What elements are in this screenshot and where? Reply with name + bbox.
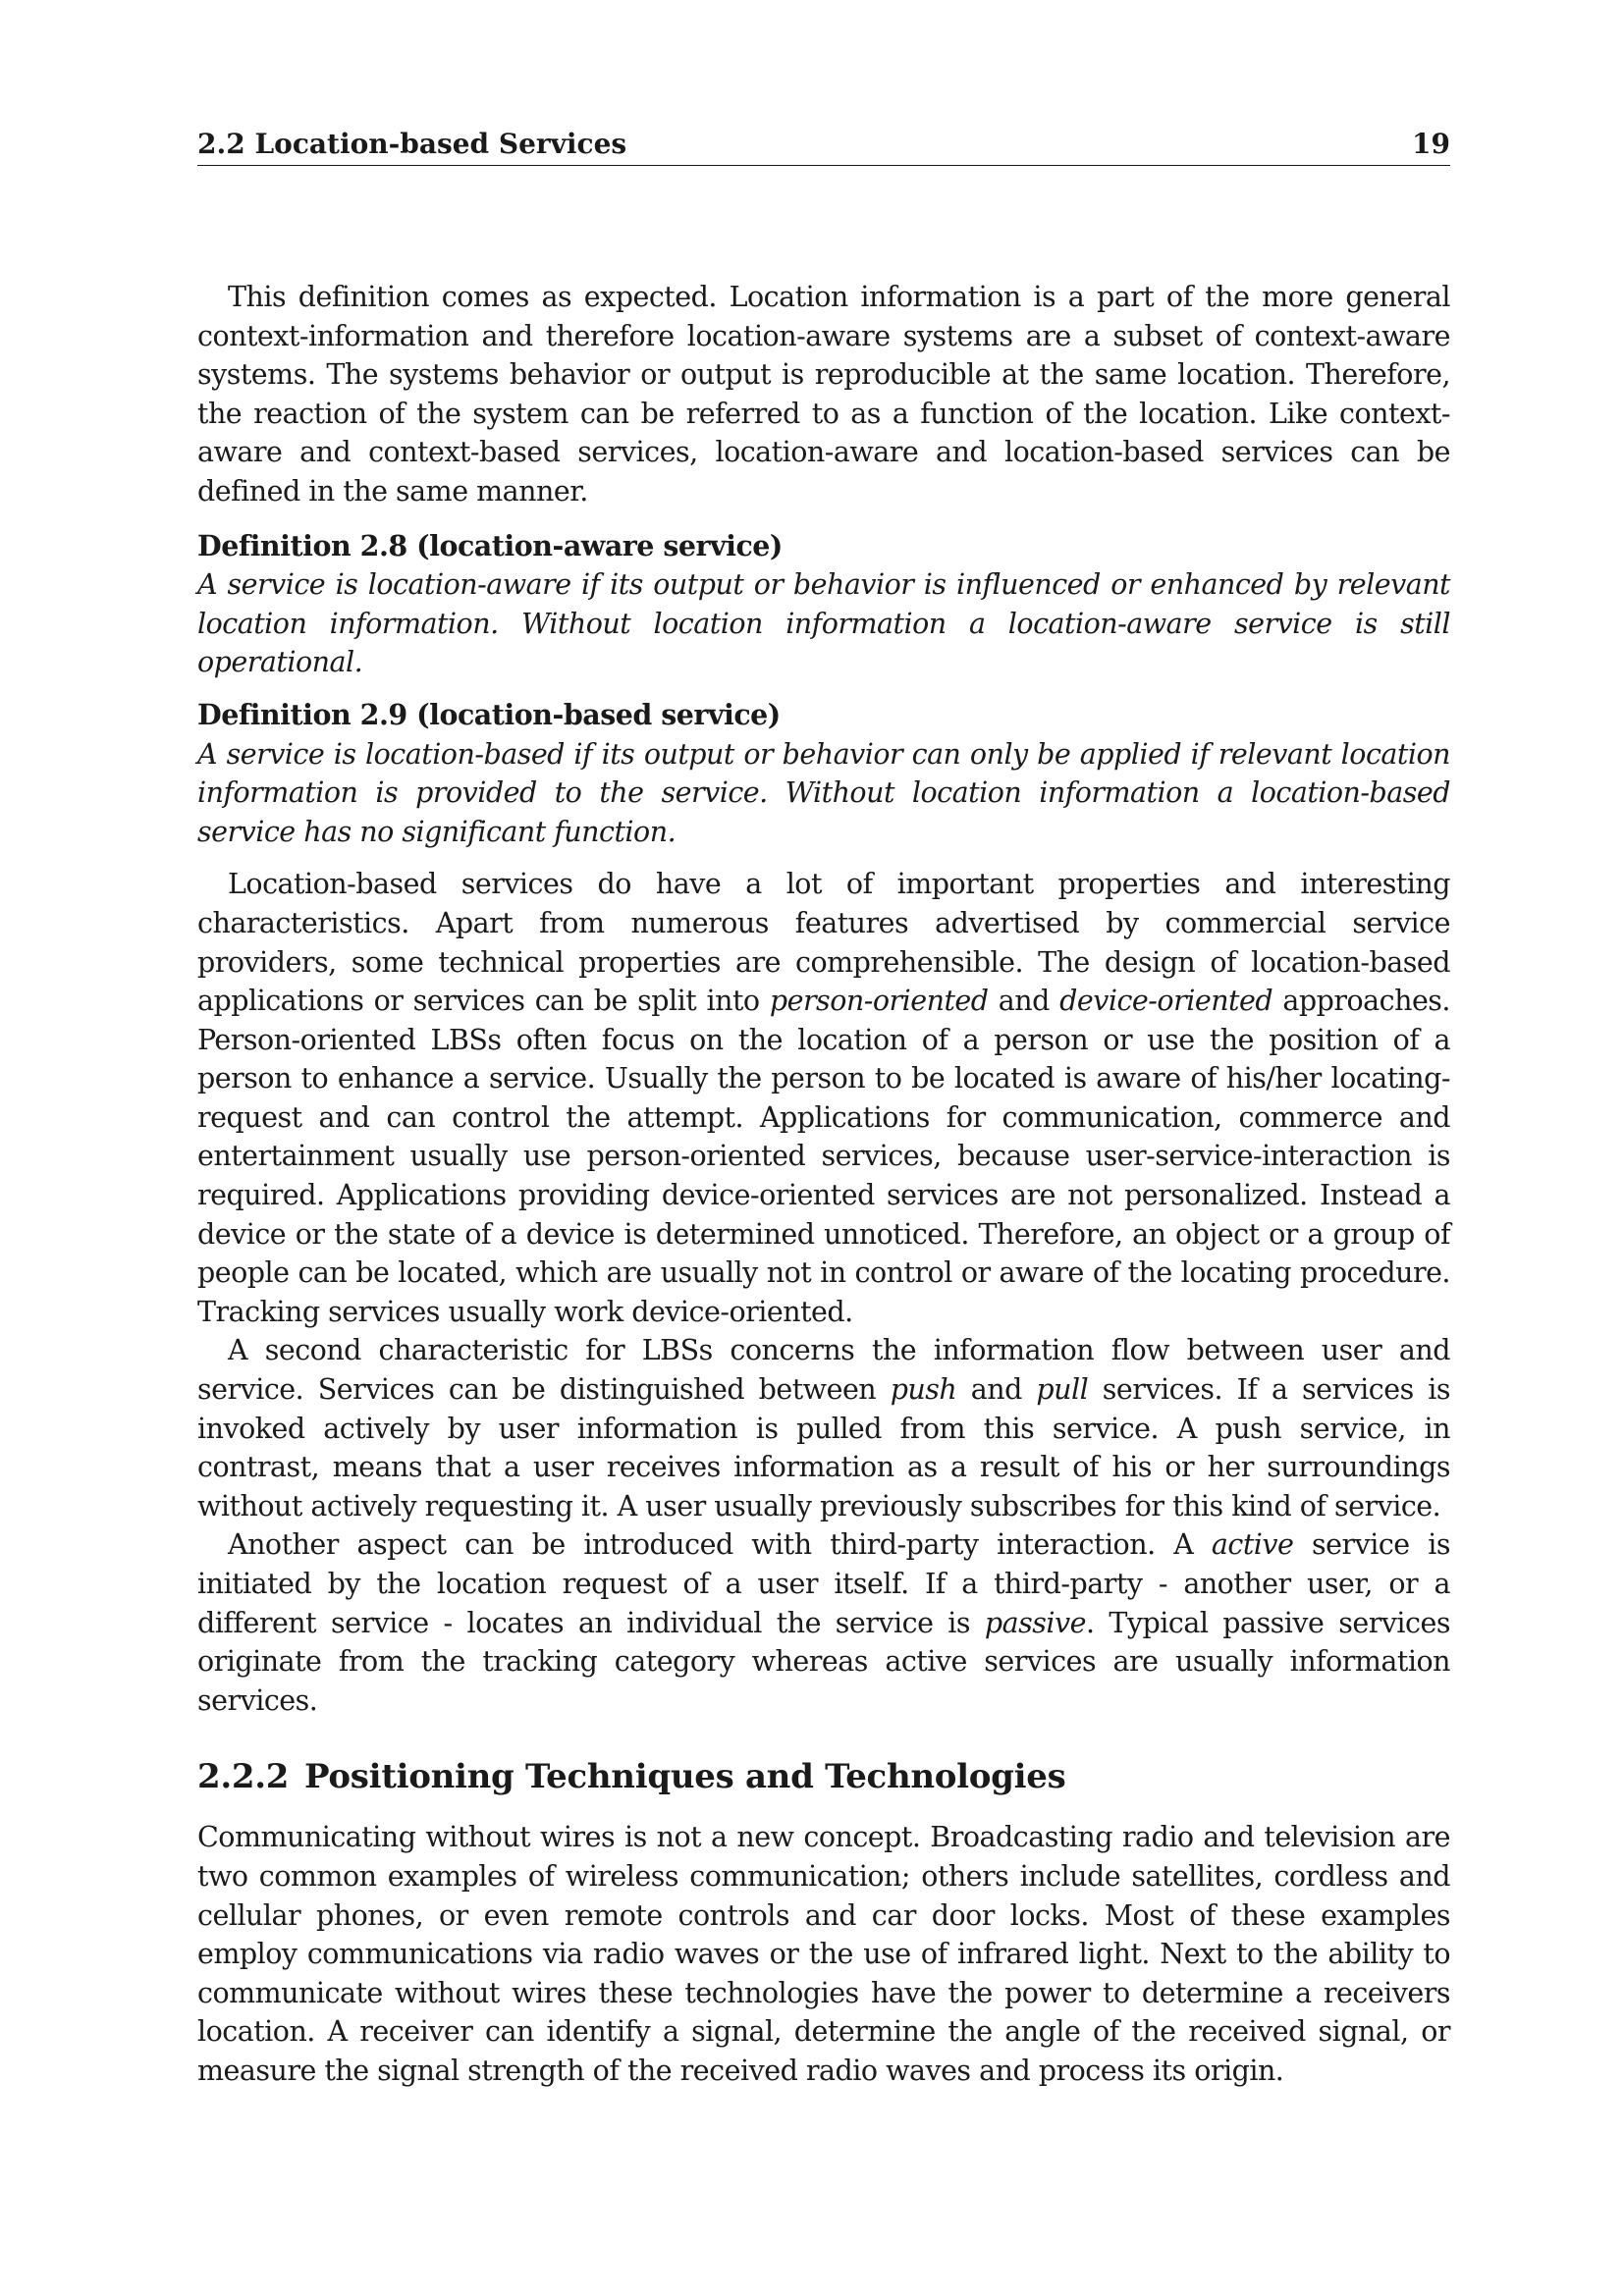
text-run: services. If a services is invoked actively by user information is pulled from this service. A push service, in contrast, means that a user receives information as a result of his or her surroundings without actively requesting it. A user usually previously subscribes for this kind of service. <box>197 1373 1450 1522</box>
emphasis-term: device-oriented <box>1059 985 1273 1018</box>
paragraph-active-passive <box>197 1525 1450 1720</box>
definition-title: Definition 2.8 (location-aware service) <box>197 528 783 562</box>
paragraph-definition-intro: This definition comes as expected. Location information is a part of the more general context-information and therefore location-aware systems are a subset of context-aware systems. The systems behavior or output is reproducible at the same location. Therefore, the reaction of the system can be referred to as a function of the location. Like context-aware and context-based services, location-aware and location-based services can be defined in the same manner. <box>197 281 1450 507</box>
section-title: Positioning Techniques and Technologies <box>304 1757 1066 1797</box>
text-run: Location-based services do have a lot of important properties and interesting characteristics. Apart from numerous features advertised by commercial service providers, some technical properties are comprehensible. The design of location-based applications or services can be split into <box>197 868 1450 1018</box>
emphasis-term: passive <box>984 1606 1086 1639</box>
text-run: . Typical passive services originate from the tracking category whereas active services are usually information services. <box>197 1606 1450 1717</box>
definition-text: A service is location-aware if its output or behavior is influenced or enhanced by relevant location information. Without location information a location-aware service is still operational. <box>197 568 1450 679</box>
text-run: approaches. Person-oriented LBSs often focus on the location of a person or use the position of a person to enhance a service. Usually the person to be located is aware of his/her locating-request and can control the attempt. Applications for communication, commerce and entertainment usually use person-oriented services, because user-service-interaction is required. Applications providing device-oriented services are not personalized. Instead a device or the state of a device is determined unnoticed. Therefore, an object or a group of people can be located, which are usually not in control or aware of the locating procedure. Tracking services usually work device-oriented. <box>197 985 1450 1328</box>
running-header <box>197 124 1450 166</box>
page-number: 19 <box>1412 128 1450 160</box>
section-heading <box>197 1755 1450 1798</box>
definition-2-9 <box>197 696 1450 851</box>
text-run: and <box>956 1373 1037 1407</box>
text-run: A second characteristic for LBSs concerns the information flow between user and service. Services can be distinguished between <box>197 1334 1450 1407</box>
emphasis-term: pull <box>1036 1373 1089 1407</box>
emphasis-term: push <box>890 1373 957 1407</box>
text-run: and <box>988 985 1060 1018</box>
text-run: Another aspect can be introduced with third-party interaction. A <box>228 1528 1212 1562</box>
paragraph-wireless: Communicating without wires is not a new concept. Broadcasting radio and television are two common examples of wireless communication; others include satellites, cordless and cellular phones, or even remote controls and car door locks. Most of these examples employ communications via radio waves or the use of infrared light. Next to the ability to communicate without wires these technologies have the power to determine a receivers location. A receiver can identify a signal, determine the angle of the received signal, or measure the signal strength of the received radio waves and process its origin. <box>197 1821 1450 2087</box>
emphasis-term: active <box>1211 1528 1294 1562</box>
definition-text: A service is location-based if its output or behavior can only be applied if relevant location information is provided to the service. Without location information a location-based service has no significant function. <box>197 737 1450 848</box>
paragraph-lbs-properties <box>197 865 1450 1331</box>
header-section-title: 2.2 Location-based Services <box>197 128 627 160</box>
definition-title: Definition 2.9 (location-based service) <box>197 697 781 731</box>
page-body <box>197 278 1450 2091</box>
emphasis-term: person-oriented <box>769 985 989 1018</box>
paragraph-push-pull <box>197 1331 1450 1525</box>
definition-2-8 <box>197 527 1450 682</box>
text-run: service is initiated by the location request of a user itself. If a third-party - another user, or a different service - locates an individual the service is <box>197 1528 1450 1639</box>
section-number: 2.2.2 <box>197 1757 290 1797</box>
